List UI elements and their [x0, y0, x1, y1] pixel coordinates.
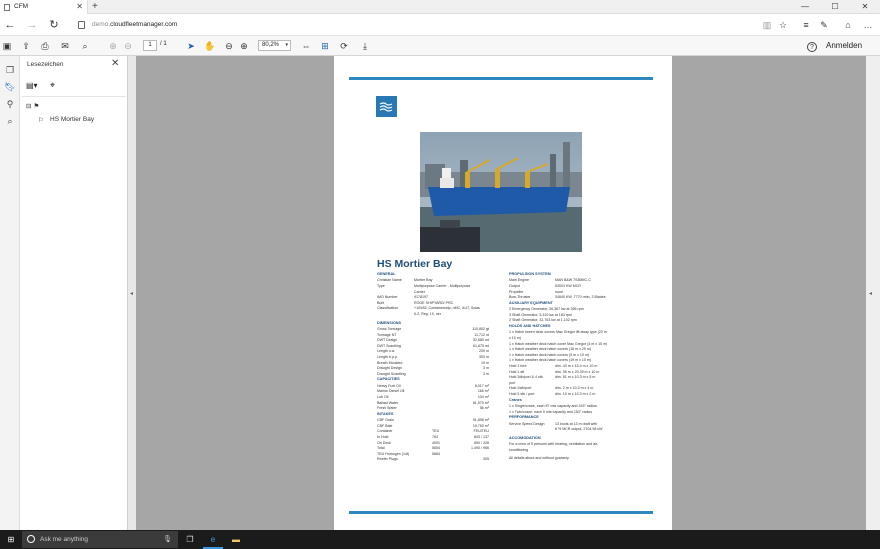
spec-value: FEU/TEU [473, 429, 489, 434]
spec-value: 61,675 mt [473, 343, 489, 348]
scroll-arrow-icon[interactable]: ◂ [869, 291, 873, 297]
spec-label: Bow-Thruster [509, 295, 531, 300]
spec-value: 1 x Hatch weather deck hatch cover Mac Gregor (4 m x 15 m) [509, 341, 608, 346]
spec-value: 11,712 nt [474, 332, 489, 337]
spec-label: Total [377, 446, 385, 451]
spec-value: 1 x Hatch weather deck hatch covers (16 m x 20 m) [509, 347, 592, 352]
ship-name-heading: HS Mortier Bay [377, 258, 453, 270]
spec-section-heading: AUXILIARY EQUIPMENT [509, 300, 553, 305]
bookmark-root-icon: ⚑ [33, 103, 40, 110]
spec-value: 3 Shaft Generator, 5,310 kw at 183 rpm [509, 312, 572, 317]
back-icon[interactable]: ← [4, 19, 16, 31]
sign-in-button[interactable]: Anmelden [826, 41, 863, 50]
spec-value: 3 m [483, 371, 489, 376]
close-tab-icon[interactable]: ✕ [76, 2, 83, 11]
spec-value: none [555, 289, 563, 294]
spec-label: DWT Design [377, 338, 398, 343]
spec-value: 34840 KW, 7770 rmin, 3 Blades [555, 295, 606, 300]
new-tab-button[interactable]: + [92, 1, 98, 12]
url-domain: cloudfleetmanager.com [110, 21, 178, 28]
attachment-icon[interactable]: ⚲ [6, 99, 14, 109]
spec-label: Classification [377, 306, 399, 311]
add-bookmark-icon[interactable]: ⌖ [50, 80, 56, 90]
spec-value: TEU [432, 429, 440, 434]
spec-label: Breath Moulded [377, 360, 403, 365]
edge-browser-icon[interactable]: e [203, 530, 223, 549]
favorites-hub-icon[interactable]: ≡ [803, 20, 809, 30]
bookmarks-title: Lesezeichen [27, 61, 64, 68]
bookmark-item-label: HS Mortier Bay [50, 116, 95, 123]
spec-label: Type [377, 284, 385, 288]
spec-value: 63003 KW MCR [555, 284, 581, 288]
help-mark: ? [807, 42, 817, 52]
chevron-down-icon: ▾ [285, 42, 288, 48]
spec-value: ROGE SHIPYARD/ PRC [414, 300, 454, 305]
spec-value: MAN B&W 7S80MC-C [555, 278, 591, 283]
spec-value: conditioning [509, 447, 529, 452]
spec-label: In Hold [377, 435, 389, 439]
spec-value: 104 m³ [477, 395, 489, 399]
spec-label: Output [509, 284, 520, 288]
spec-value: 166 m³ [477, 389, 489, 394]
spec-value: 5654 [432, 446, 440, 451]
spec-value: 3 Emergency Generator, 26,367 kw at 396 rpm [509, 307, 584, 312]
spec-section-heading: GENERAL [377, 272, 396, 276]
zoom-in-icon[interactable]: ⊕ [240, 41, 248, 51]
hand-tool-icon[interactable]: ✋ [204, 41, 216, 51]
url-prefix: demo. [92, 21, 111, 28]
refresh-icon[interactable]: ↻ [49, 19, 59, 31]
spec-label: On Deck [377, 440, 391, 445]
spec-value: Carrier [414, 289, 425, 294]
bookmark-item-hs-mortier-bay[interactable] [38, 116, 95, 124]
options-menu-icon[interactable]: ▤▾ [26, 81, 38, 90]
spec-value: 300 m [479, 355, 489, 359]
spec-label: Length o.a. [377, 349, 395, 354]
page-footer-bar [349, 511, 653, 514]
select-cursor-icon[interactable]: ➤ [187, 41, 195, 51]
spec-value: +100A5, Containership, nMC, AUT, Solas [414, 306, 480, 311]
cortana-icon [27, 535, 35, 543]
bookmark-root[interactable] [26, 102, 39, 110]
zoom-value: 80,2% [262, 42, 280, 48]
spec-section-heading: Cranes [509, 397, 522, 402]
sidebar-icon-strip [0, 56, 20, 530]
spec-value: 4091 [432, 440, 440, 445]
thumbnails-icon[interactable]: ❐ [5, 65, 15, 75]
spec-value: 61,570 m³ [472, 400, 489, 405]
zoom-select[interactable] [258, 40, 291, 51]
spec-label: Lub Oil [377, 395, 389, 399]
spec-value: dim. 43 m x 15.4 m x 10 m [555, 364, 598, 368]
spec-value: 1,490 / 966 [471, 446, 489, 451]
spec-label: Hold 5 stb / port [509, 392, 535, 396]
spec-label: Marine Diesel Oil [377, 389, 405, 394]
spec-section-heading: PERFORMANCE [509, 415, 539, 420]
minimize-icon[interactable]: — [801, 2, 809, 11]
fit-width-icon[interactable]: ⇔ [301, 41, 311, 51]
tab-title: CFM [14, 3, 29, 10]
spec-label: CBF Grain [377, 418, 394, 423]
taskbar-search[interactable] [22, 531, 178, 548]
more-icon[interactable]: … [863, 20, 873, 30]
microphone-icon[interactable]: 🎙︎ [163, 536, 172, 543]
share-icon[interactable]: ⌂ [845, 20, 851, 30]
spec-value: 91,898 m³ [472, 418, 489, 423]
spec-value: dim. 10 m x 10.3 m x 2 m [555, 392, 596, 396]
print-icon[interactable]: ⎙ [41, 41, 49, 51]
bookmarks-panel [20, 56, 128, 530]
spec-label: IMO Number [377, 295, 398, 300]
spec-label: Service Speed Design [509, 421, 545, 426]
spec-section-heading: INTAKES [377, 411, 394, 416]
save-icon[interactable]: ▣ [2, 41, 12, 51]
spec-value: dim. 55 m x 20.39 m x 10 m [555, 369, 600, 374]
spec-value: dim. 51 m x 10.3 m x 5 m [555, 375, 596, 380]
url-field[interactable] [72, 18, 752, 32]
page-icon [4, 4, 10, 11]
spec-section-heading: DIMENSIONS [377, 320, 402, 325]
sidebar-search-icon[interactable]: ⌕ [7, 116, 13, 126]
page-header-bar [349, 77, 653, 80]
spec-label: Hold 2stb/port [509, 386, 532, 391]
page-up-icon[interactable]: ⊕ [109, 41, 117, 51]
collapse-panel-icon[interactable]: ◂ [130, 291, 134, 297]
spec-value: x 10 m) [509, 336, 521, 340]
spec-value: 5684 [432, 451, 440, 456]
upload-icon[interactable]: ⇪ [22, 41, 30, 51]
vertical-scrollbar[interactable] [866, 56, 880, 530]
spec-value: 1 x Hatch tween deck covers Mac Gregor lift away type (22 m [509, 330, 607, 335]
windows-start-icon[interactable]: ⊞ [7, 535, 15, 544]
spec-label: DWT Scantling [377, 343, 401, 348]
spec-value: 19 m [481, 360, 489, 365]
spec-value: 1 x Single/crane, each 87 mts capacity and 153° radius [509, 404, 597, 408]
spec-label: Hold 1 fore [509, 364, 527, 368]
spec-label: Christian Name [377, 278, 402, 283]
browser-tab[interactable] [0, 0, 88, 14]
download-icon[interactable]: ⤓ [363, 41, 367, 51]
spec-label: Fresh Water [377, 406, 397, 411]
spec-label: Container [377, 429, 393, 434]
company-logo [376, 96, 397, 117]
maximize-icon[interactable]: ☐ [831, 2, 839, 11]
fit-page-icon[interactable]: ⊞ [321, 41, 329, 51]
spec-label: Built [377, 300, 384, 305]
spec-value: 19,750 m³ [472, 423, 489, 428]
rotate-icon[interactable]: ⟳ [340, 41, 348, 51]
spec-label: Main Engine [509, 278, 529, 283]
page-total: / 1 [160, 41, 167, 47]
spec-value: For a crew of 5 persons with heating, ventilation and air- [509, 442, 599, 447]
spec-value: II-2, Reg. 19, ner [414, 312, 441, 316]
spec-label: Gross Tonnage [377, 327, 402, 331]
page-down-icon[interactable]: ⊖ [124, 41, 132, 51]
help-icon[interactable] [805, 36, 819, 56]
spec-label: Length b.p.p. [377, 355, 398, 359]
web-note-icon[interactable]: ✎ [820, 20, 828, 30]
spec-section-heading: HOLDS AND HATCHES [509, 324, 551, 328]
ship-photo [420, 132, 582, 252]
title-bar [0, 0, 880, 14]
spec-value: Multipurpose Carrier - Multipurpose [414, 284, 471, 288]
page-number-input[interactable]: 1 [143, 40, 157, 51]
spec-label: CBF Bale [377, 423, 393, 428]
panel-splitter[interactable] [128, 56, 136, 530]
spec-label: Hold 3db/port & 4 stb [509, 375, 543, 380]
spec-label: Propeller [509, 289, 524, 294]
spec-label: TEU Homogen (14t) [377, 451, 410, 456]
spec-value: 1 x Hatch weather deck hatch covers (19 m x 10 m) [509, 358, 592, 363]
spec-section-heading: ACCOMODATION [509, 435, 541, 440]
spec-value: 1 x Twin/crane, each 0 mts capacity and 153° radius [509, 409, 593, 414]
bookmark-icon[interactable]: 🔖︎ [4, 82, 16, 92]
taskbar-search-placeholder: Ask me anything [40, 536, 89, 543]
reading-view-icon[interactable]: ▥ [762, 20, 772, 30]
spec-value: 763 [432, 435, 438, 439]
spec-label: Heavy Fuel Oil [377, 383, 401, 388]
spec-label: Draught Scantling [377, 371, 406, 376]
forward-icon[interactable]: → [26, 19, 38, 31]
spec-label: Reefer Plugs [377, 457, 398, 462]
spec-section-heading: CAPACITIES [377, 377, 400, 382]
panel-divider [22, 96, 126, 97]
spec-value: 13 knots at 13 m draft with [555, 421, 598, 426]
task-view-icon[interactable]: ❐ [186, 535, 194, 544]
file-explorer-icon[interactable]: ▬ [232, 535, 240, 544]
spec-value: 1 x Hatch weather deck hatch covers (5 m x 10 m) [509, 352, 590, 357]
spec-value: 56 m³ [479, 406, 489, 411]
email-icon[interactable]: ✉ [61, 41, 69, 51]
spec-value: 110,802 gt [472, 327, 489, 331]
search-icon[interactable]: ⌕ [82, 41, 88, 51]
favorite-star-icon[interactable]: ☆ [778, 20, 788, 30]
spec-value: 8,017 m³ [474, 383, 489, 388]
spec-value: All details about and without guaranty. [509, 456, 570, 461]
collapse-icon[interactable]: ⊟ [26, 103, 32, 110]
spec-value: Mortier Bay [414, 278, 433, 283]
spec-value: port [509, 380, 516, 385]
spec-value: 52,680 mt [473, 338, 489, 343]
spec-value: 3 m [483, 366, 489, 371]
spec-value: 200 m [479, 349, 489, 354]
spec-value: 305 [483, 457, 489, 462]
spec-value: 6 % MCR output, 2704.98 kW [555, 427, 603, 432]
spec-value: dim. 2 m x 10.3 m x 4 m [555, 386, 594, 391]
spec-value: 650 / 328 [474, 440, 489, 445]
bookmark-icon: ⚐ [38, 117, 44, 124]
spec-label: Tonnage NT [377, 332, 397, 337]
zoom-out-icon[interactable]: ⊖ [225, 41, 233, 51]
spec-section-heading: PROPULSION SYSTEM [509, 272, 551, 276]
close-panel-icon[interactable]: ✕ [111, 58, 120, 69]
spec-value: 9178197 [414, 295, 428, 300]
spec-value: 843 / 137 [474, 435, 489, 439]
spec-label: Draught Design [377, 366, 402, 371]
close-window-icon[interactable]: ✕ [861, 2, 869, 11]
spec-label: Ballast Water [377, 400, 399, 405]
spec-value: 2 Shaft Generator, 32,763 kw at 1,102 rpm [509, 318, 577, 323]
spec-label: Hold 1 aft [509, 369, 525, 374]
